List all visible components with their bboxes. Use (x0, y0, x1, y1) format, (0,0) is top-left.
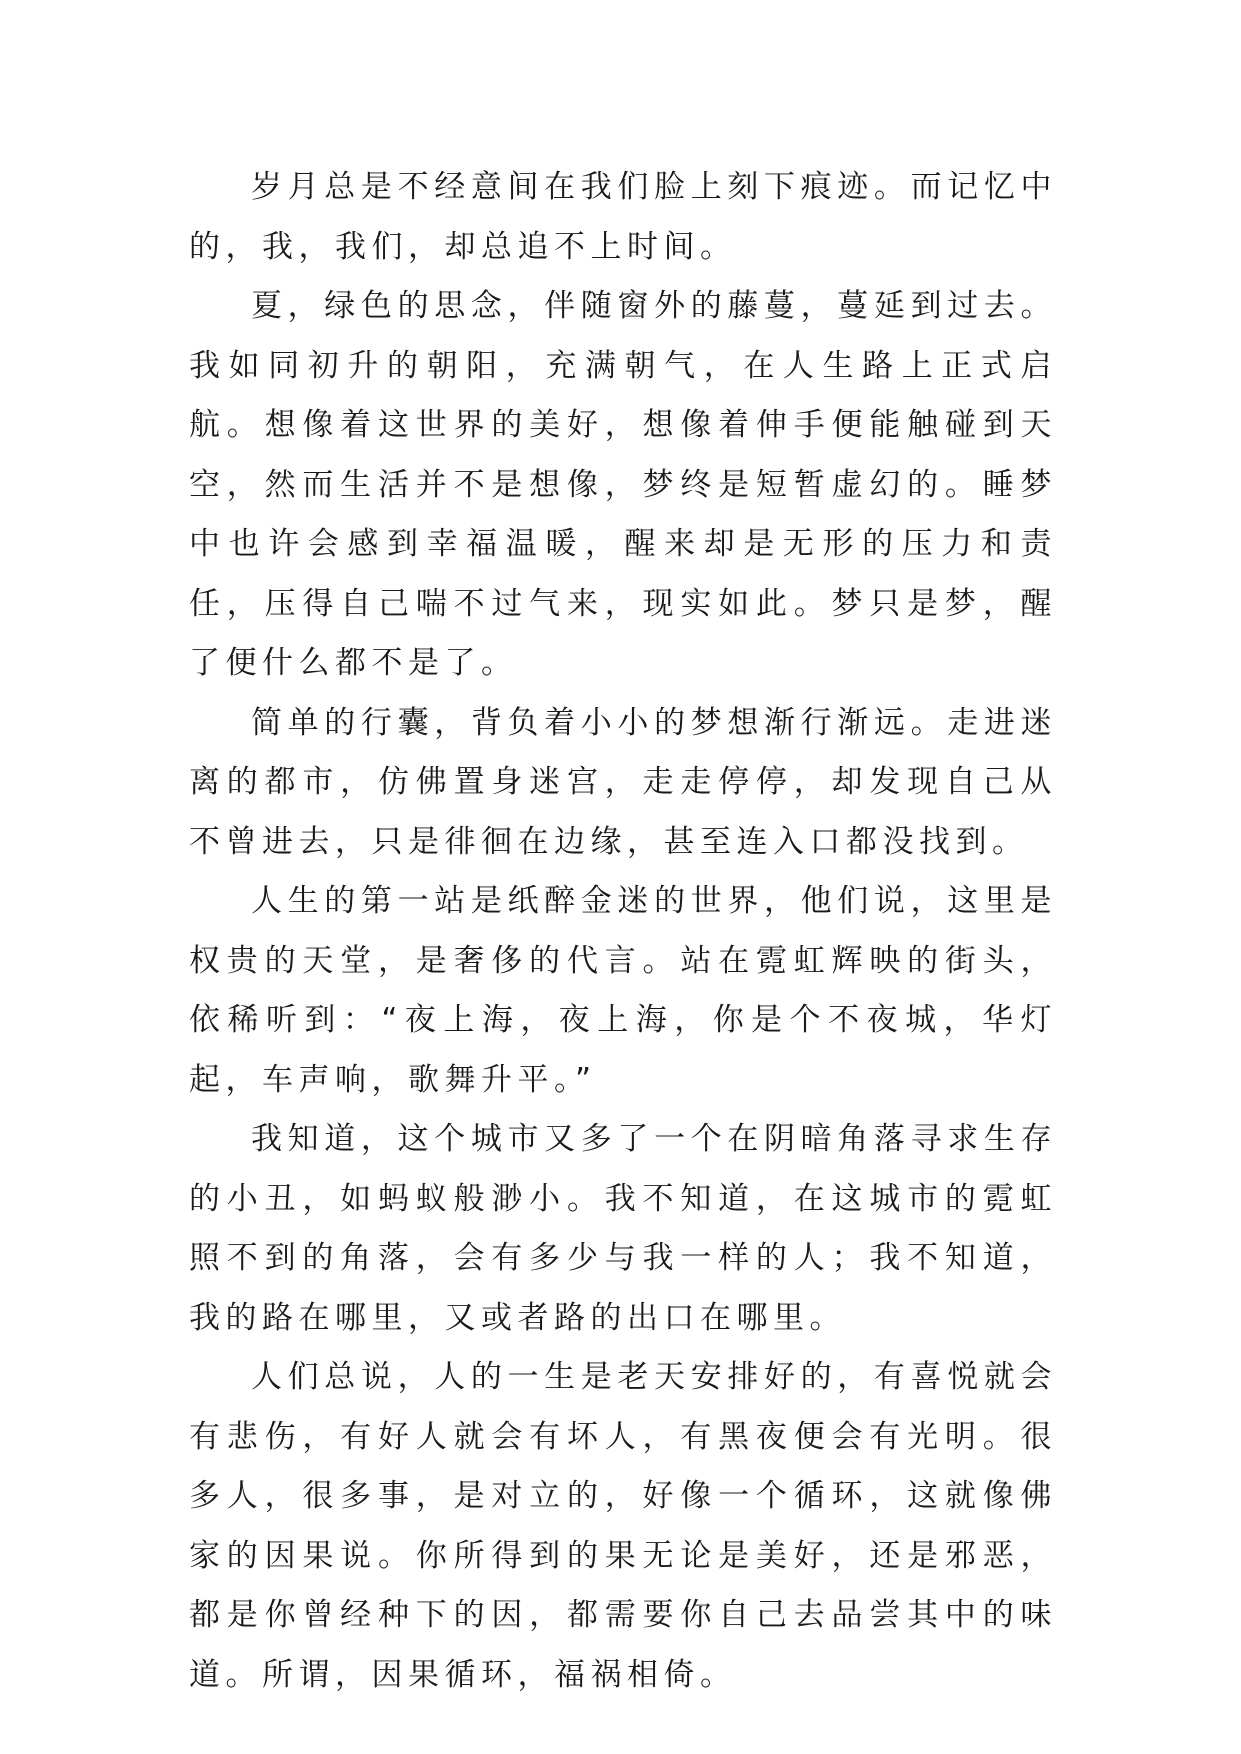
article-body (189, 158, 1057, 1705)
paragraph: 人们总说，人的一生是老天安排好的，有喜悦就会有悲伤，有好人就会有坏人，有黑夜便会有光明。很多人，很多事，是对立的，好像一个循环，这就像佛家的因果说。你所得到的果无论是美好，还是邪恶，都是你曾经种下的因，都需要你自己去品尝其中的味道。所谓，因果循环，福祸相倚。 (189, 1359, 1057, 1693)
paragraph: 简单的行囊，背负着小小的梦想渐行渐远。走进迷离的都市，仿佛置身迷宫，走走停停，却发现自己从不曾进去，只是徘徊在边缘，甚至连入口都没找到。 (189, 704, 1057, 860)
paragraph: 人生的第一站是纸醉金迷的世界，他们说，这里是权贵的天堂，是奢侈的代言。站在霓虹辉映的街头，依稀听到：“夜上海，夜上海，你是个不夜城，华灯起，车声响，歌舞升平。” (189, 883, 1057, 1098)
paragraph: 夏，绿色的思念，伴随窗外的藤蔓，蔓延到过去。我如同初升的朝阳，充满朝气，在人生路上正式启航。想像着这世界的美好，想像着伸手便能触碰到天空，然而生活并不是想像，梦终是短暂虚幻的。睡梦中也许会感到幸福温暖，醒来却是无形的压力和责任，压得自己喘不过气来，现实如此。梦只是梦，醒了便什么都不是了。 (189, 288, 1057, 681)
paragraph: 岁月总是不经意间在我们脸上刻下痕迹。而记忆中的，我，我们，却总追不上时间。 (189, 169, 1057, 265)
paragraph: 我知道，这个城市又多了一个在阴暗角落寻求生存的小丑，如蚂蚁般渺小。我不知道，在这城市的霓虹照不到的角落，会有多少与我一样的人；我不知道，我的路在哪里，又或者路的出口在哪里。 (189, 1121, 1057, 1336)
